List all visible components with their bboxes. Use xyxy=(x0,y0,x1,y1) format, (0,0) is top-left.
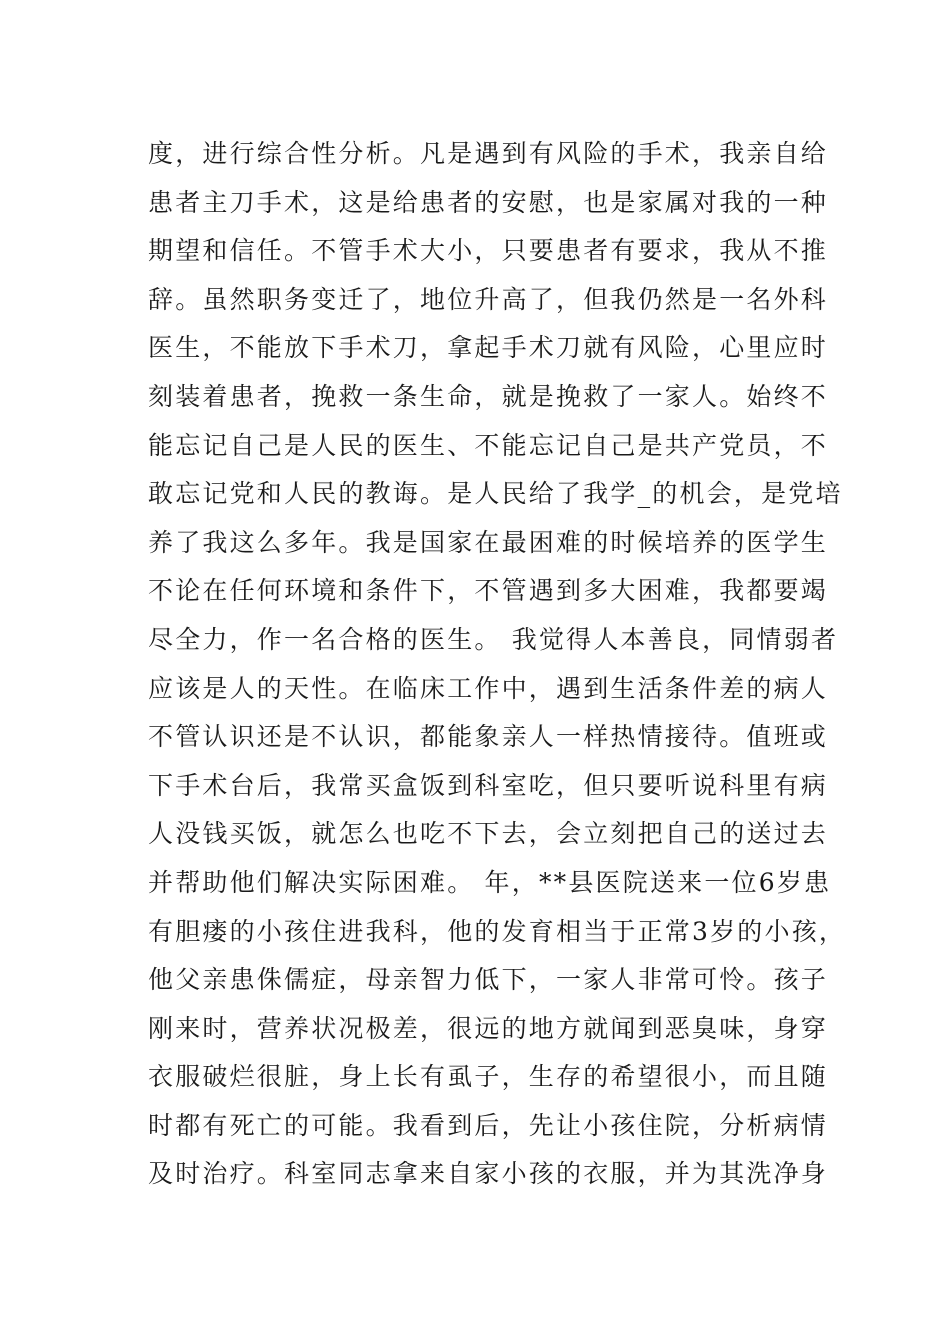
text-line: 敢忘记党和人民的教诲。是人民给了我学_的机会，是党培 xyxy=(148,479,843,509)
text-line: 不论在任何环境和条件下，不管遇到多大困难，我都要竭 xyxy=(148,576,829,606)
text-line: 不管认识还是不认识，都能象亲人一样热情接待。值班或 xyxy=(148,722,829,752)
text-line: 辞。虽然职务变迁了，地位升高了，但我仍然是一名外科 xyxy=(148,284,829,314)
text-line: 衣服破烂很脏，身上长有虱子，生存的希望很小，而且随 xyxy=(148,1062,829,1092)
text-line: 医生，不能放下手术刀，拿起手术刀就有风险，心里应时 xyxy=(148,333,829,363)
text-line: 刻装着患者，挽救一条生命，就是挽救了一家人。始终不 xyxy=(148,381,829,411)
text-line: 时都有死亡的可能。我看到后，先让小孩住院，分析病情 xyxy=(148,1110,829,1140)
text-line: 患者主刀手术，这是给患者的安慰，也是家属对我的一种 xyxy=(148,187,829,217)
text-line: 人没钱买饭，就怎么也吃不下去，会立刻把自己的送过去 xyxy=(148,819,829,849)
text-line: 有胆瘘的小孩住进我科，他的发育相当于正常3岁的小孩， xyxy=(148,916,847,946)
text-line: 能忘记自己是人民的医生、不能忘记自己是共产党员，不 xyxy=(148,430,829,460)
text-line: 他父亲患侏儒症，母亲智力低下，一家人非常可怜。孩子 xyxy=(148,965,829,995)
text-line: 养了我这么多年。我是国家在最困难的时候培养的医学生 xyxy=(148,527,829,557)
text-line: 并帮助他们解决实际困难。 年，**县医院送来一位6岁患 xyxy=(148,867,832,897)
text-line: 期望和信任。不管手术大小，只要患者有要求，我从不推 xyxy=(148,236,829,266)
text-line: 及时治疗。科室同志拿来自家小孩的衣服，并为其洗净身 xyxy=(148,1159,829,1189)
text-line: 尽全力，作一名合格的医生。 我觉得人本善良，同情弱者 xyxy=(148,624,839,654)
text-line: 刚来时，营养状况极差，很远的地方就闻到恶臭味，身穿 xyxy=(148,1013,829,1043)
text-line: 应该是人的天性。在临床工作中，遇到生活条件差的病人 xyxy=(148,673,829,703)
body-text xyxy=(148,130,847,1199)
text-line: 度，进行综合性分析。凡是遇到有风险的手术，我亲自给 xyxy=(148,139,829,168)
text-line: 下手术台后，我常买盒饭到科室吃，但只要听说科里有病 xyxy=(148,770,829,800)
